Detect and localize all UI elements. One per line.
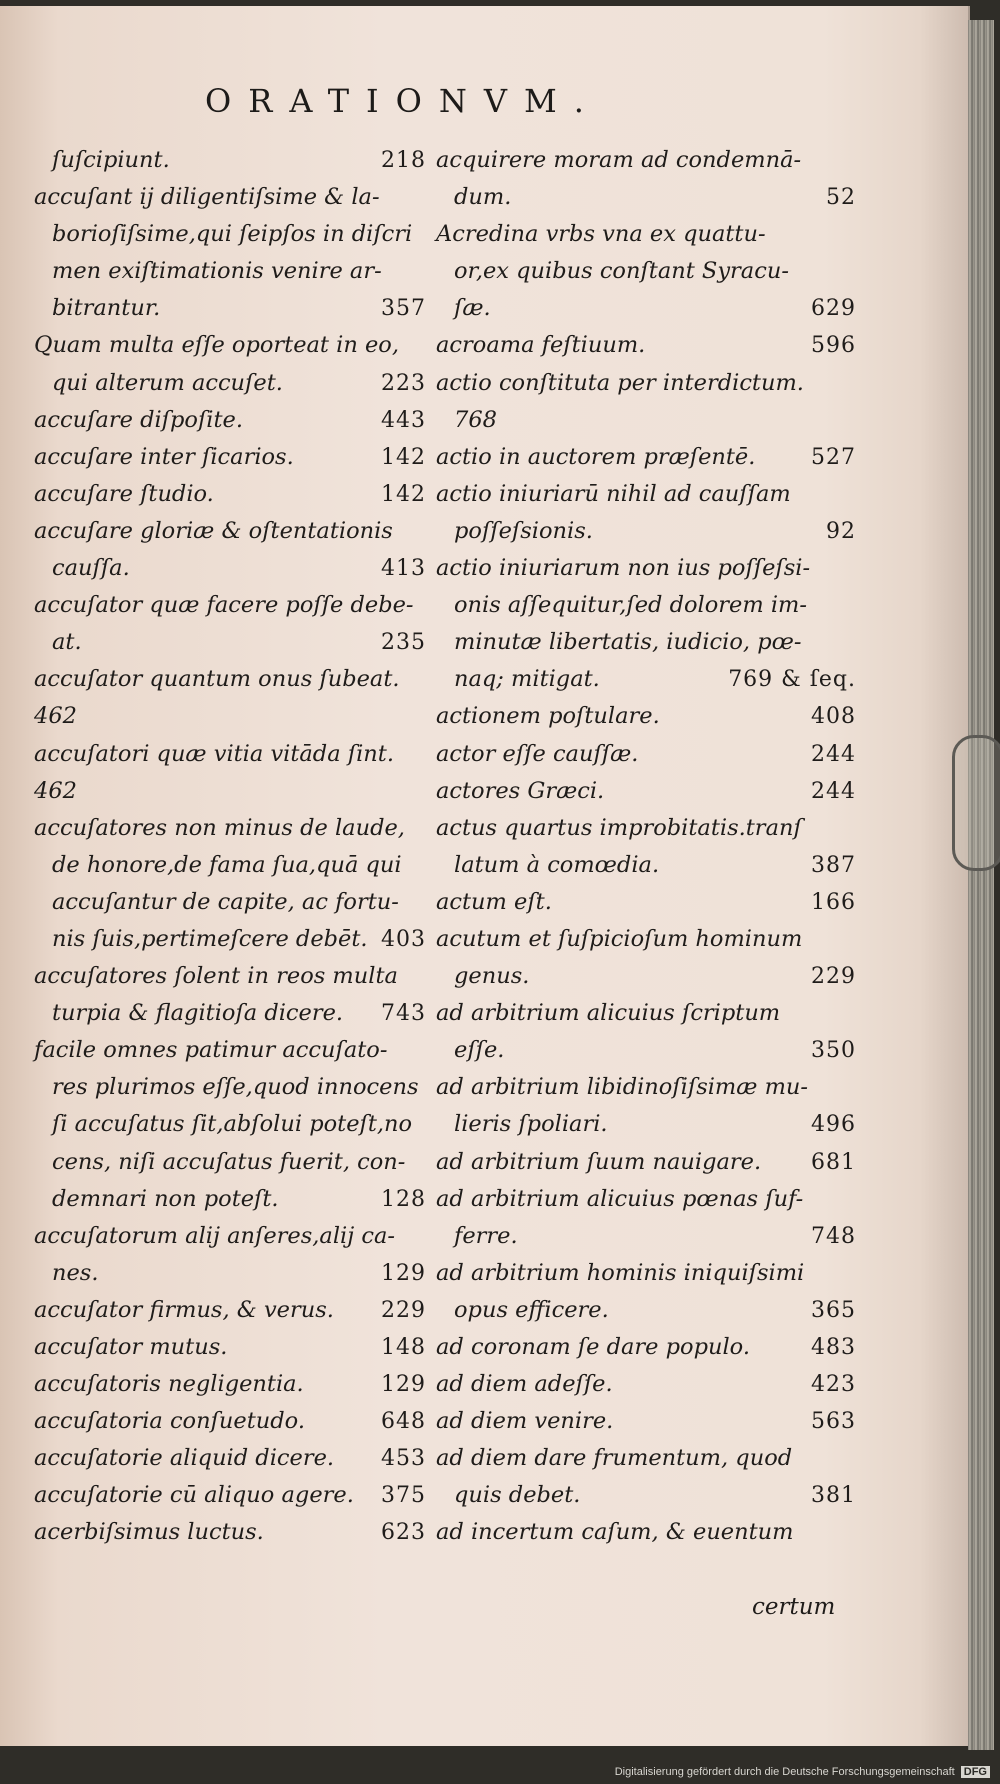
index-entry-text: 462 xyxy=(34,703,77,730)
index-line xyxy=(34,661,426,698)
index-entry-text: opus efficere. xyxy=(454,1296,609,1323)
page-reference: 129 xyxy=(381,1260,426,1286)
page-reference: 681 xyxy=(811,1149,856,1175)
page-reference: 218 xyxy=(381,148,426,173)
index-line xyxy=(436,513,856,550)
index-entry-text: accuſatorum alij anſeres,alij ca- xyxy=(34,1222,395,1249)
book-page xyxy=(0,6,970,1746)
index-entry-text: lieris ſpoliari. xyxy=(454,1111,608,1138)
index-entry-text: ad arbitrium hominis iniquiſsimi xyxy=(436,1259,805,1286)
index-entry-text: accuſator firmus, & verus. xyxy=(34,1296,334,1323)
index-line xyxy=(34,587,426,624)
index-line xyxy=(34,958,426,995)
page-reference: 381 xyxy=(811,1483,856,1509)
index-line xyxy=(34,1069,426,1106)
index-entry-text: actum eſt. xyxy=(436,888,552,915)
page-reference: 596 xyxy=(811,333,856,359)
index-line xyxy=(34,216,426,253)
index-entry-text: actio in auctorem præſentē. xyxy=(436,443,756,470)
index-entry-text: acquirere moram ad condemnā- xyxy=(436,147,802,173)
page-reference: 52 xyxy=(826,185,856,211)
index-line xyxy=(436,1403,856,1440)
index-entry-text: de honore,de fama ſua,quā qui xyxy=(52,851,402,878)
index-entry-text: turpia & flagitioſa dicere. xyxy=(52,1000,344,1027)
page-reference: 623 xyxy=(381,1520,426,1546)
index-line xyxy=(34,179,426,216)
page-reference: 148 xyxy=(381,1335,426,1360)
index-line xyxy=(436,1366,856,1403)
page-reference: 375 xyxy=(381,1483,426,1509)
index-entry-text: accuſatores ſolent in reos multa xyxy=(34,963,398,990)
index-line xyxy=(34,1514,426,1551)
page-reference: 453 xyxy=(381,1446,426,1472)
index-entry-text: minutæ libertatis, iudicio, pœ- xyxy=(454,629,802,656)
page-reference: 142 xyxy=(381,444,426,470)
index-line xyxy=(436,402,856,439)
index-line xyxy=(34,810,426,847)
page-reference: 229 xyxy=(381,1297,426,1323)
index-entry-text: borioſiſsime,qui ſeipſos in diſcri xyxy=(52,221,413,248)
index-entry-text: acerbiſsimus luctus. xyxy=(34,1519,264,1546)
page-reference: 408 xyxy=(811,704,856,730)
index-line xyxy=(34,550,426,587)
index-line xyxy=(436,847,856,884)
index-entry-text: accuſatores non minus de laude, xyxy=(34,814,405,841)
index-line xyxy=(34,1440,426,1477)
index-entry-text: ad coronam ſe dare populo. xyxy=(436,1334,750,1360)
page-reference: 387 xyxy=(811,852,856,878)
index-line xyxy=(436,550,856,587)
index-line xyxy=(436,1069,856,1106)
index-entry-text: dum. xyxy=(454,184,512,211)
dfg-logo: DFG xyxy=(961,1766,990,1778)
page-reference: 235 xyxy=(381,630,426,656)
index-line xyxy=(34,1292,426,1329)
index-entry-text: Acredina vrbs vna ex quattu- xyxy=(436,221,766,248)
page-edge-stack xyxy=(968,20,994,1750)
index-line xyxy=(436,1255,856,1292)
page-reference: 350 xyxy=(811,1038,856,1064)
index-line xyxy=(436,1181,856,1218)
index-entry-text: ſi accuſatus ſit,abſolui poteſt,no xyxy=(52,1111,413,1138)
index-line xyxy=(34,439,426,476)
index-line xyxy=(436,1144,856,1181)
index-line xyxy=(436,958,856,995)
index-line xyxy=(34,1366,426,1403)
index-entry-text: accuſatorie cū aliquo agere. xyxy=(34,1482,354,1509)
index-entry-text: actio conſtituta per interdictum. xyxy=(436,369,804,396)
index-line xyxy=(34,290,426,327)
index-entry-text: res plurimos eſſe,quod innocens xyxy=(52,1074,419,1101)
index-entry-text: accuſare ſtudio. xyxy=(34,480,214,507)
index-line xyxy=(34,884,426,921)
page-reference: 244 xyxy=(811,741,856,767)
index-line xyxy=(34,1403,426,1440)
index-entry-text: accuſatoria conſuetudo. xyxy=(34,1408,305,1435)
index-line xyxy=(436,290,856,327)
index-entry-text: ad arbitrium libidinoſiſsimæ mu- xyxy=(436,1074,808,1101)
index-line xyxy=(436,1106,856,1143)
page-reference: 142 xyxy=(381,481,426,507)
index-line xyxy=(436,179,856,216)
index-entry-text: cauſſa. xyxy=(52,555,130,582)
book-clip xyxy=(952,735,1000,871)
index-line xyxy=(34,1032,426,1069)
index-line xyxy=(34,1181,426,1218)
page-reference: 223 xyxy=(381,370,426,396)
index-entry-text: at. xyxy=(52,629,82,656)
index-entry-text: accuſant ij diligentiſsime & la- xyxy=(34,184,380,211)
index-line xyxy=(436,1329,856,1366)
index-line xyxy=(436,476,856,513)
page-reference: 365 xyxy=(811,1297,856,1323)
index-line xyxy=(436,624,856,661)
running-header: ORATIONVM. xyxy=(205,82,601,120)
index-entry-text: ad arbitrium alicuius pœnas ſuf- xyxy=(436,1185,804,1212)
index-line xyxy=(436,1477,856,1514)
page-reference: 413 xyxy=(381,556,426,582)
index-line xyxy=(34,736,426,773)
index-line xyxy=(436,810,856,847)
index-line xyxy=(436,253,856,290)
index-entry-text: accuſare gloriæ & oſtentationis xyxy=(34,517,393,544)
index-entry-text: actionem poſtulare. xyxy=(436,703,660,730)
index-line xyxy=(34,1106,426,1143)
index-entry-text: accuſare diſpoſite. xyxy=(34,406,243,433)
index-entry-text: eſſe. xyxy=(454,1037,505,1064)
index-line xyxy=(436,327,856,364)
page-reference: 129 xyxy=(381,1372,426,1398)
index-line xyxy=(436,439,856,476)
index-entry-text: men exiſtimationis venire ar- xyxy=(52,258,382,285)
index-entry-text: 462 xyxy=(34,777,77,804)
index-line xyxy=(34,1477,426,1514)
index-line xyxy=(34,1255,426,1292)
index-entry-text: latum à comœdia. xyxy=(454,851,660,878)
index-entry-text: or,ex quibus conſtant Syracu- xyxy=(454,258,789,285)
index-entry-text: acroama feſtiuum. xyxy=(436,332,646,359)
index-entry-text: quis debet. xyxy=(454,1482,581,1509)
index-entry-text: nis ſuis,pertimeſcere debēt. xyxy=(52,925,368,952)
index-line xyxy=(34,698,426,735)
index-line xyxy=(436,921,856,958)
index-line xyxy=(436,365,856,402)
page-reference: 563 xyxy=(811,1409,856,1435)
page-reference: 527 xyxy=(811,444,856,470)
index-line xyxy=(436,773,856,810)
index-entry-text: accuſatorie aliquid dicere. xyxy=(34,1445,335,1472)
index-line xyxy=(436,1514,856,1551)
index-entry-text: actus quartus improbitatis.tranſ xyxy=(436,814,802,841)
page-reference: 443 xyxy=(381,407,426,433)
index-line xyxy=(436,1032,856,1069)
index-line xyxy=(34,1329,426,1366)
index-line xyxy=(34,1144,426,1181)
index-entry-text: nes. xyxy=(52,1259,99,1286)
index-entry-text: accuſator mutus. xyxy=(34,1334,228,1360)
index-entry-text: poſſeſsionis. xyxy=(454,517,593,544)
index-entry-text: 768 xyxy=(454,406,497,433)
index-entry-text: ad diem venire. xyxy=(436,1408,614,1435)
catchword: certum xyxy=(752,1594,836,1620)
index-entry-text: ad diem adeſſe. xyxy=(436,1371,613,1398)
page-reference: 483 xyxy=(811,1335,856,1360)
page-reference: 403 xyxy=(381,926,426,952)
index-line xyxy=(34,847,426,884)
index-entry-text: ad diem dare frumentum, quod xyxy=(436,1445,793,1472)
index-line xyxy=(34,327,426,364)
index-entry-text: accuſatori quæ vitia vitāda ſint. xyxy=(34,740,394,767)
index-entry-text: accuſare inter ſicarios. xyxy=(34,443,294,470)
index-entry-text: ſuſcipiunt. xyxy=(52,147,170,173)
page-reference: 496 xyxy=(811,1112,856,1138)
index-entry-text: accuſator quæ facere poſſe debe- xyxy=(34,592,414,619)
index-entry-text: ſæ. xyxy=(454,295,491,322)
page-reference: 423 xyxy=(811,1372,856,1398)
page-reference: 128 xyxy=(381,1186,426,1212)
index-line xyxy=(34,142,426,179)
page-reference: 629 xyxy=(811,296,856,322)
index-line xyxy=(436,661,856,698)
index-column-right xyxy=(436,142,856,1552)
digitization-credit xyxy=(615,1766,990,1778)
index-entry-text: bitrantur. xyxy=(52,295,161,322)
index-line xyxy=(436,884,856,921)
index-line xyxy=(436,1218,856,1255)
index-entry-text: acutum et ſuſpicioſum hominum xyxy=(436,925,803,952)
index-line xyxy=(436,142,856,179)
index-entry-text: actor eſſe cauſſæ. xyxy=(436,740,639,767)
page-reference: 648 xyxy=(381,1409,426,1435)
index-line xyxy=(34,773,426,810)
index-entry-text: facile omnes patimur accuſato- xyxy=(34,1037,388,1064)
index-entry-text: qui alterum accuſet. xyxy=(52,369,283,396)
index-line xyxy=(34,253,426,290)
page-reference: 244 xyxy=(811,778,856,804)
page-reference: 229 xyxy=(811,964,856,990)
index-line xyxy=(34,921,426,958)
index-entry-text: accuſatoris negligentia. xyxy=(34,1371,304,1398)
index-line xyxy=(34,995,426,1032)
index-entry-text: naq; mitigat. xyxy=(454,666,600,693)
index-line xyxy=(436,216,856,253)
page-reference: 769 & ſeq. xyxy=(728,667,856,693)
page-reference: 748 xyxy=(811,1223,856,1249)
index-entry-text: onis aſſequitur,ſed dolorem im- xyxy=(454,592,807,619)
page-reference: 166 xyxy=(811,889,856,915)
index-line xyxy=(436,736,856,773)
index-line xyxy=(436,995,856,1032)
index-entry-text: actores Græci. xyxy=(436,777,605,804)
index-line xyxy=(436,1440,856,1477)
index-entry-text: ad incertum caſum, & euentum xyxy=(436,1519,794,1546)
index-line xyxy=(34,1218,426,1255)
index-line xyxy=(34,476,426,513)
page-reference: 92 xyxy=(826,518,856,544)
index-entry-text: actio iniuriarū nihil ad cauſſam xyxy=(436,480,791,507)
index-column-left xyxy=(34,142,426,1552)
index-entry-text: cens, niſi accuſatus fuerit, con- xyxy=(52,1148,406,1175)
index-line xyxy=(436,1292,856,1329)
index-entry-text: ad arbitrium ſuum nauigare. xyxy=(436,1148,762,1175)
index-entry-text: accuſator quantum onus ſubeat. xyxy=(34,666,400,693)
page-reference: 357 xyxy=(381,296,426,322)
index-line xyxy=(436,698,856,735)
index-line xyxy=(34,365,426,402)
index-entry-text: Quam multa eſſe oporteat in eo, xyxy=(34,332,399,359)
index-line xyxy=(34,624,426,661)
index-entry-text: demnari non poteſt. xyxy=(52,1185,279,1212)
index-entry-text: ad arbitrium alicuius ſcriptum xyxy=(436,1000,781,1027)
index-entry-text: accuſantur de capite, ac fortu- xyxy=(52,888,399,915)
index-entry-text: actio iniuriarum non ius poſſeſsi- xyxy=(436,555,811,582)
index-line xyxy=(34,513,426,550)
index-line xyxy=(436,587,856,624)
credit-text: Digitalisierung gefördert durch die Deutsche Forschungsgemeinschaft xyxy=(614,1766,955,1778)
index-entry-text: ferre. xyxy=(454,1222,518,1249)
page-reference: 743 xyxy=(381,1001,426,1027)
index-entry-text: genus. xyxy=(454,963,530,990)
index-line xyxy=(34,402,426,439)
